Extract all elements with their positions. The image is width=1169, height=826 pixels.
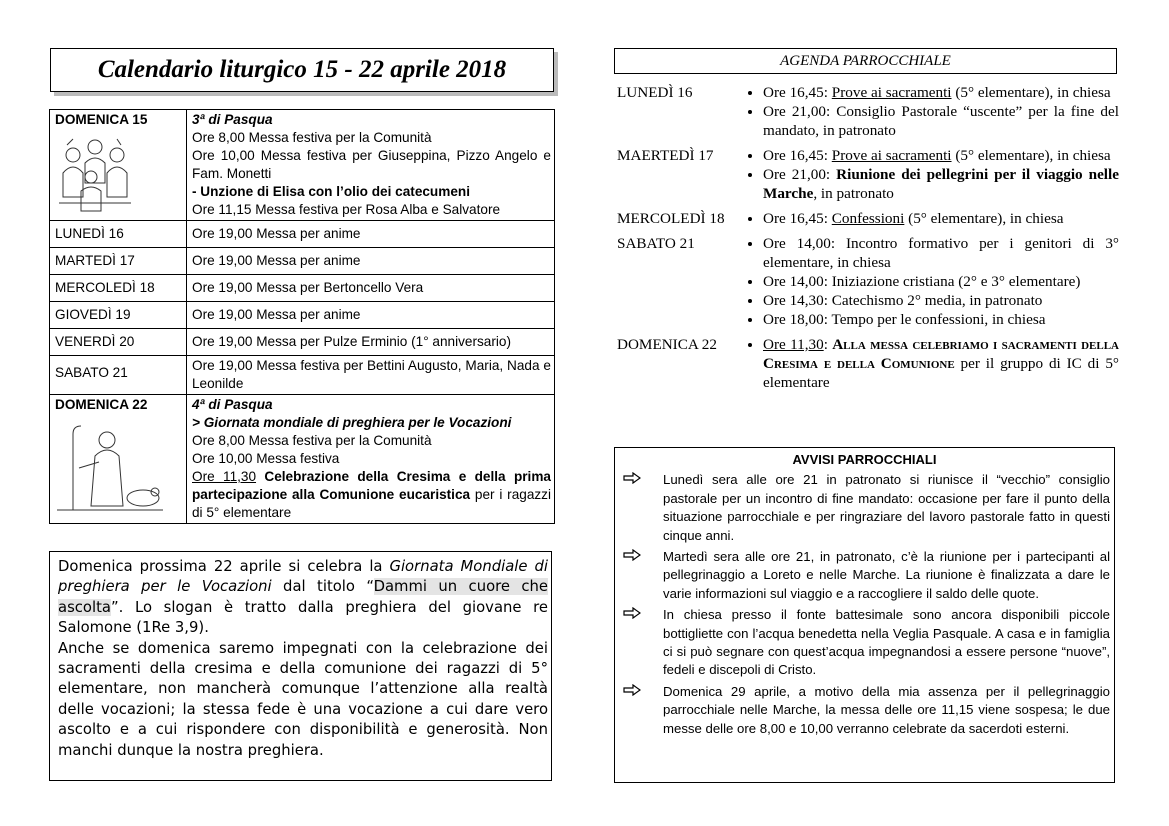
calendar-title: Calendario liturgico 15 - 22 aprile 2018	[97, 56, 507, 83]
mass-line: Ore 19,00 Messa per anime	[187, 302, 555, 329]
mass-line: Ore 8,00 Messa festiva per la Comunità	[192, 130, 432, 145]
day-label: VENERDÌ 20	[50, 329, 187, 356]
message-text: ”. Lo slogan è tratto dalla preghiera del giovane re Salomone (1Re 3,9).	[58, 598, 548, 637]
mass-line: Ore 19,00 Messa per Bertoncello Vera	[187, 275, 555, 302]
item-event: Riunione dei pellegrini per il viaggio nelle Marche	[763, 166, 1119, 202]
item-time: Ore 16,45:	[763, 210, 832, 227]
mass-time: Ore 11,30	[192, 469, 257, 484]
notice-item	[619, 471, 1110, 545]
item-note: (5° elementare), in chiesa	[904, 210, 1064, 227]
right-arrow-icon	[619, 548, 663, 603]
vocations-message-box	[49, 551, 552, 781]
agenda-day-label: DOMENICA 22	[617, 336, 717, 353]
feast-label: 3ª di Pasqua	[192, 112, 273, 127]
message-paragraph: Anche se domenica saremo impegnati con la celebrazione dei sacramenti della cresima e della comunione dei ragazzi di 5° elementare, non mancherà comunque l’attenzione alla realtà delle vocazioni; la stessa fede è una vocazione a cui dare vero ascolto e a cui rispondere con disponibilità e generosità. Non manchi dunque la nostra preghiera.	[58, 639, 548, 759]
mass-line: Ore 19,00 Messa per anime	[187, 248, 555, 275]
table-row	[50, 275, 555, 302]
item-note: , in patronato	[813, 185, 894, 202]
mass-note: per i ragazzi di 5° elementare	[192, 487, 551, 520]
vocations-day-label: > Giornata mondiale di preghiera per le Vocazioni	[192, 415, 512, 430]
mass-line: Ore 8,00 Messa festiva per la Comunità	[192, 433, 432, 448]
list-item	[763, 83, 1119, 102]
mass-line	[192, 468, 551, 522]
notice-item	[619, 606, 1110, 680]
agenda-title-box	[614, 48, 1117, 74]
item-separator: :	[823, 336, 833, 353]
notices-box	[614, 447, 1115, 783]
list-item: • Ore 14,00: Iniziazione cristiana (2° e 3° elementare)	[763, 272, 1119, 291]
right-arrow-icon	[619, 683, 663, 738]
table-row	[50, 302, 555, 329]
item-time: Ore 21,00:	[763, 166, 837, 183]
list-item: • Ore 14,30: Catechismo 2° media, in patronato	[763, 291, 1119, 310]
day-label: SABATO 21	[50, 356, 187, 395]
list-item	[763, 209, 1119, 228]
notice-item	[619, 683, 1110, 738]
day-label: DOMENICA 22	[55, 397, 148, 412]
notice-text: Domenica 29 aprile, a motivo della mia assenza per il pellegrinaggio parrocchiale nelle Marche, la messa delle ore 11,15 viene sospesa; le due messe delle ore 8,00 e 10,00 verranno celebrate da sacerdoti esterni.	[663, 683, 1110, 736]
message-paragraph	[58, 557, 548, 639]
mass-line: Ore 19,00 Messa festiva per Bettini Augusto, Maria, Nada e Leonilde	[187, 356, 555, 395]
message-italic-text: Giornata Mondiale di preghiera per le Vocazioni	[58, 558, 548, 596]
item-note: (5° elementare), in chiesa	[951, 84, 1111, 101]
table-row	[50, 329, 555, 356]
day-label: LUNEDÌ 16	[50, 221, 187, 248]
day-cell	[50, 395, 187, 524]
message-text: dal titolo “	[271, 578, 374, 596]
agenda-items	[741, 234, 1119, 329]
table-row	[50, 356, 555, 395]
mass-line: Ore 19,00 Messa per anime	[187, 221, 555, 248]
agenda-day	[617, 335, 1119, 392]
item-event: Confessioni	[831, 210, 905, 227]
agenda-items	[741, 146, 1119, 203]
notice-text: Lunedì sera alle ore 21 in patronato si riunisce il “vecchio” consiglio pastorale per un incontro di fine mandato: occasione per fare il punto della situazione parrocchiale e per ringraziare del lavoro pastorale fatto in questi cinque anni.	[663, 472, 1110, 543]
good-shepherd-illustration-icon	[55, 418, 165, 514]
agenda-day-label: LUNEDÌ 16	[617, 84, 693, 101]
list-item	[763, 165, 1119, 203]
agenda-day	[617, 234, 1119, 329]
mass-title: Celebrazione della Cresima e della prima partecipazione alla Comunione eucaristica	[192, 469, 551, 502]
agenda-day	[617, 146, 1119, 203]
mass-line: Ore 19,00 Messa per Pulze Erminio (1° anniversario)	[187, 329, 555, 356]
notice-text: In chiesa presso il fonte battesimale sono ancora disponibili piccole bottigliette con l’acqua benedetta nella Veglia Pasquale. A casa e in famiglia ci si può segnare con quest’acqua impegnandosi a essere persone “nuove”, fedeli e discepoli di Cristo.	[663, 607, 1110, 678]
agenda-items	[741, 335, 1119, 392]
table-row	[50, 395, 555, 524]
mass-detail-cell	[187, 395, 555, 524]
item-note: (5° elementare), in chiesa	[951, 147, 1111, 164]
message-text: Domenica prossima 22 aprile si celebra la	[58, 558, 390, 575]
mass-line: Ore 11,15 Messa festiva per Rosa Alba e Salvatore	[192, 202, 501, 217]
list-item: • Ore 18,00: Tempo per le confessioni, in chiesa	[763, 310, 1119, 329]
item-event: Prove ai sacramenti	[831, 147, 952, 164]
agenda-day-label: MAERTEDÌ 17	[617, 147, 714, 164]
item-note: per il gruppo di IC di 5° elementare	[763, 355, 1119, 391]
agenda-items	[741, 209, 1119, 228]
table-row	[50, 110, 555, 221]
agenda-items	[741, 83, 1119, 140]
agenda-list	[617, 83, 1119, 398]
day-label: MARTEDÌ 17	[50, 248, 187, 275]
mass-detail-cell	[187, 110, 555, 221]
day-cell	[50, 110, 187, 221]
item-event: Prove ai sacramenti	[831, 84, 952, 101]
table-row	[50, 221, 555, 248]
slogan-highlight: Dammi un cuore che ascolta	[58, 578, 549, 616]
item-event: Alla messa celebriamo i sacramenti della Cresima e della Comunione	[763, 336, 1119, 372]
list-item: • Ore 14,00: Incontro formativo per i genitori di 3° elementare, in chiesa	[763, 234, 1119, 272]
agenda-title: AGENDA PARROCCHIALE	[780, 52, 951, 69]
mass-line: Ore 10,00 Messa festiva per Giuseppina, Pizzo Angelo e Fam. Monetti	[192, 148, 551, 181]
feast-label: 4ª di Pasqua	[192, 397, 273, 412]
agenda-day	[617, 83, 1119, 140]
list-item: • Ore 21,00: Consiglio Pastorale “uscente” per la fine del mandato, in patronato	[763, 102, 1119, 140]
mass-line: Ore 10,00 Messa festiva	[192, 451, 340, 466]
disciples-illustration-icon	[55, 133, 135, 217]
agenda-day	[617, 209, 1119, 228]
table-row	[50, 248, 555, 275]
day-label: MERCOLEDÌ 18	[50, 275, 187, 302]
notice-text: Martedì sera alle ore 21, in patronato, c’è la riunione per i partecipanti al pellegrinaggio a Loreto e nelle Marche. La riunione è finalizzata a dare le varie informazioni sul viaggio e a raccogliere il saldo delle quote.	[663, 549, 1110, 601]
item-time: Ore 16,45:	[763, 147, 832, 164]
right-arrow-icon	[619, 471, 663, 545]
list-item	[763, 335, 1119, 392]
list-item	[763, 146, 1119, 165]
notice-item	[619, 548, 1110, 603]
right-arrow-icon	[619, 606, 663, 680]
agenda-day-label: MERCOLEDÌ 18	[617, 210, 725, 227]
mass-line: - Unzione di Elisa con l’olio dei catecumeni	[192, 184, 470, 199]
day-label: GIOVEDÌ 19	[50, 302, 187, 329]
day-label: DOMENICA 15	[55, 112, 148, 127]
agenda-day-label: SABATO 21	[617, 235, 695, 252]
item-time: Ore 11,30	[763, 336, 824, 353]
liturgical-calendar-table	[49, 109, 555, 524]
notices-title: AVVISI PARROCCHIALI	[792, 452, 937, 467]
calendar-title-box	[50, 48, 554, 92]
item-time: Ore 16,45:	[763, 84, 832, 101]
